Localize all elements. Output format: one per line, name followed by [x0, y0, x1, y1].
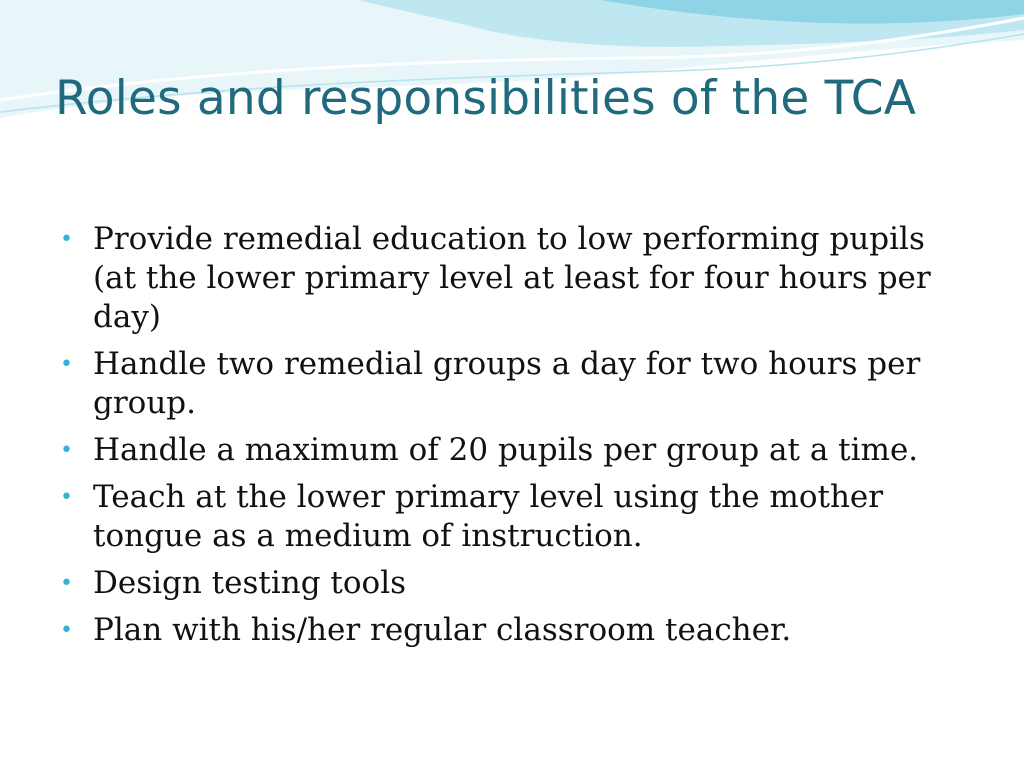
bullet-text: Design testing tools	[93, 565, 407, 601]
bullet-item	[60, 220, 960, 337]
bullet-text: Handle a maximum of 20 pupils per group at a time.	[93, 432, 919, 468]
bullet-item	[60, 564, 960, 603]
bullet-item	[60, 345, 960, 423]
bullet-list	[60, 220, 960, 658]
bullet-dot-icon: •	[60, 438, 73, 463]
bullet-text: Handle two remedial groups a day for two hours per group.	[93, 346, 921, 421]
bullet-dot-icon: •	[60, 227, 73, 252]
bullet-item	[60, 611, 960, 650]
bullet-item	[60, 431, 960, 470]
bullet-dot-icon: •	[60, 571, 73, 596]
bullet-text: Provide remedial education to low performing pupils (at the lower primary level at least for four hours per day)	[93, 221, 931, 335]
bullet-item	[60, 478, 960, 556]
bullet-text: Teach at the lower primary level using the mother tongue as a medium of instruction.	[93, 479, 884, 554]
bullet-text: Plan with his/her regular classroom teacher.	[93, 612, 792, 648]
bullet-dot-icon: •	[60, 618, 73, 643]
bullet-dot-icon: •	[60, 485, 73, 510]
slide-title: Roles and responsibilities of the TCA	[55, 71, 917, 126]
bullet-dot-icon: •	[60, 352, 73, 377]
